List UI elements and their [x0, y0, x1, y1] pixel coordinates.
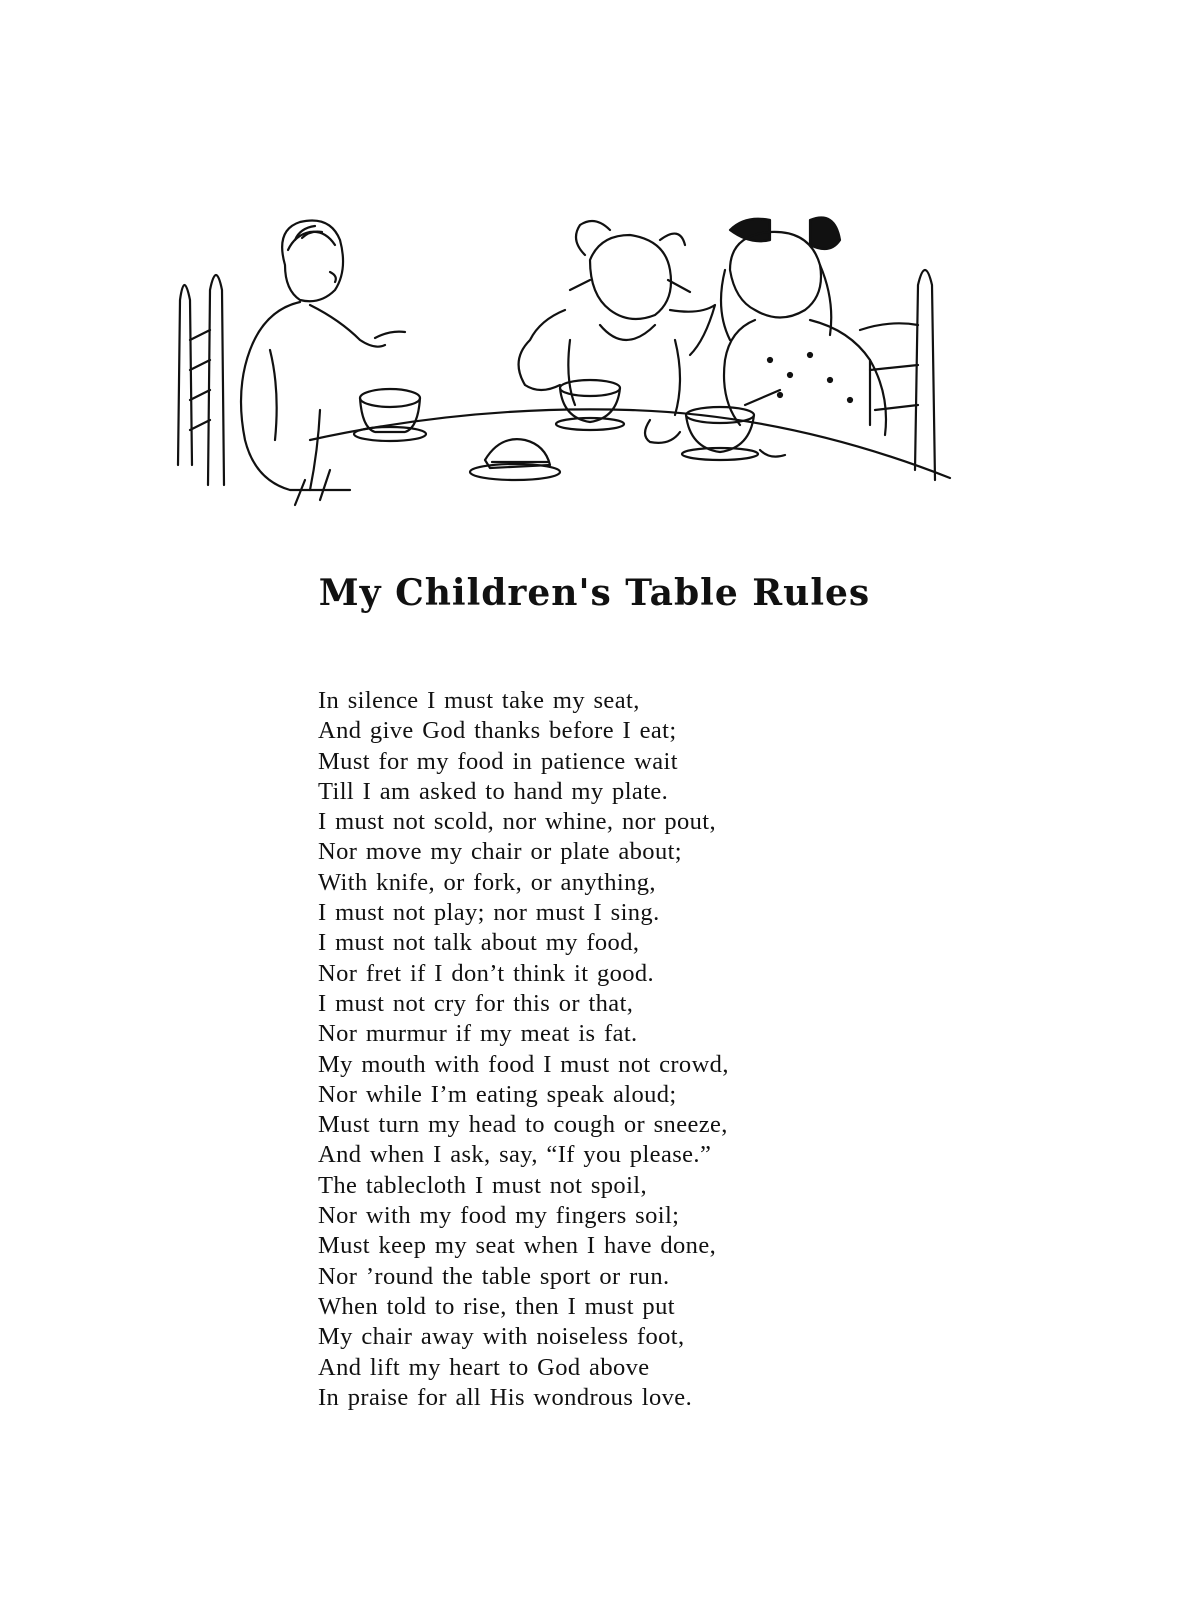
- poem-line: Nor murmur if my meat is fat.: [318, 1020, 638, 1048]
- cup-and-saucer-icon: [354, 389, 426, 441]
- sandwich-plate-icon: [470, 439, 560, 480]
- poem-line: Nor move my chair or plate about;: [318, 838, 683, 866]
- poem-line: The tablecloth I must not spoil,: [318, 1171, 648, 1199]
- table-edge: [310, 409, 950, 478]
- poem-line: Nor while I’m eating speak aloud;: [318, 1080, 677, 1108]
- poem-line: I must not play; nor must I sing.: [318, 899, 660, 927]
- poem-line: Till I am asked to hand my plate.: [318, 777, 669, 805]
- children-at-table-illustration: [170, 210, 970, 520]
- boy-figure-icon: [241, 220, 405, 505]
- bowl-icon: [556, 380, 624, 430]
- poem-line: And give God thanks before I eat;: [318, 717, 677, 745]
- poem-line: My chair away with noiseless foot,: [318, 1323, 685, 1351]
- poem-line: I must not talk about my food,: [318, 929, 640, 957]
- poem-line: I must not scold, nor whine, nor pout,: [318, 808, 717, 836]
- page-title: My Children's Table Rules: [318, 572, 871, 614]
- poem-line: Nor with my food my fingers soil;: [318, 1202, 680, 1230]
- poem-line: My mouth with food I must not crowd,: [318, 1050, 729, 1078]
- poem-line: I must not cry for this or that,: [318, 989, 634, 1017]
- poem-line: Nor fret if I don’t think it good.: [318, 959, 655, 987]
- poem-line: Nor ’round the table sport or run.: [318, 1262, 670, 1290]
- poem-line: With knife, or fork, or anything,: [318, 868, 656, 896]
- poem-line: In silence I must take my seat,: [318, 687, 640, 714]
- left-chair-icon: [178, 275, 224, 485]
- poem-line: Must for my food in patience wait: [318, 747, 678, 775]
- poem-line: And lift my heart to God above: [318, 1353, 650, 1381]
- poem-line: In praise for all His wondrous love.: [318, 1383, 693, 1411]
- poem-line: And when I ask, say, “If you please.”: [318, 1141, 712, 1169]
- poem: [318, 686, 918, 1413]
- right-chair-icon: [860, 270, 935, 480]
- poem-line: Must keep my seat when I have done,: [318, 1232, 717, 1260]
- poem-line: When told to rise, then I must put: [318, 1292, 675, 1320]
- poem-line: Must turn my head to cough or sneeze,: [318, 1111, 728, 1139]
